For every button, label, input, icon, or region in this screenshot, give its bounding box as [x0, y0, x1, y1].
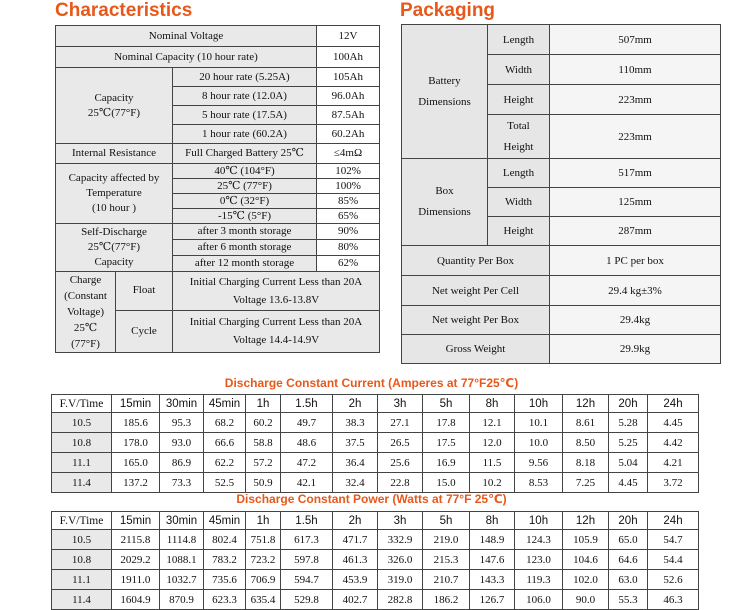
charge-float-detail [173, 272, 380, 311]
value-cell: 8.53 [515, 473, 563, 493]
charge-label-line5: (77°F) [71, 338, 100, 350]
value-cell: 597.8 [281, 550, 333, 570]
quantity-per-box-label: Quantity Per Box [402, 246, 550, 276]
value-cell: 870.9 [160, 590, 204, 610]
value-cell: 471.7 [333, 530, 378, 550]
capacity-rate: 8 hour rate (12.0A) [173, 87, 317, 106]
value-cell: 27.1 [378, 413, 423, 433]
battery-width-value: 110mm [550, 55, 721, 85]
value-cell: 635.4 [246, 590, 281, 610]
value-cell: 617.3 [281, 530, 333, 550]
battery-width-label: Width [488, 55, 550, 85]
temperature-label-line1: Capacity affected by [68, 172, 160, 184]
self-discharge-label-line3: Capacity [94, 256, 134, 268]
net-weight-cell-row [402, 276, 721, 306]
internal-resistance-condition: Full Charged Battery 25℃ [173, 144, 317, 164]
value-cell: 332.9 [378, 530, 423, 550]
gross-weight-row [402, 335, 721, 364]
net-weight-box-row [402, 306, 721, 335]
value-cell: 148.9 [470, 530, 515, 550]
box-width-value: 125mm [550, 188, 721, 217]
table-row [52, 590, 699, 610]
capacity-rate: 1 hour rate (60.2A) [173, 125, 317, 144]
value-cell: 12.1 [470, 413, 515, 433]
nominal-voltage-row [56, 26, 380, 47]
value-cell: 63.0 [609, 570, 648, 590]
value-cell: 119.3 [515, 570, 563, 590]
table-row [52, 433, 699, 453]
header-cell: 2h [333, 512, 378, 530]
charge-cycle-mode: Cycle [116, 310, 173, 352]
value-cell: 735.6 [204, 570, 246, 590]
value-cell: 55.3 [609, 590, 648, 610]
value-cell: 783.2 [204, 550, 246, 570]
charge-label [56, 272, 116, 353]
temperature-condition: -15℃ (5°F) [173, 209, 317, 224]
net-weight-box-value: 29.4kg [550, 306, 721, 335]
value-cell: 46.3 [648, 590, 699, 610]
table-row [52, 530, 699, 550]
value-cell: 751.8 [246, 530, 281, 550]
net-weight-cell-value: 29.4 kg±3% [550, 276, 721, 306]
battery-length-value: 507mm [550, 25, 721, 55]
discharge-power-table [51, 511, 699, 610]
capacity-label [56, 68, 173, 144]
value-cell: 104.6 [563, 550, 609, 570]
battery-dimensions-line2: Dimensions [418, 95, 471, 108]
nominal-capacity-row [56, 47, 380, 68]
nominal-capacity-label: Nominal Capacity (10 hour rate) [56, 47, 317, 68]
final-voltage-cell: 10.8 [52, 433, 112, 453]
characteristics-title: Characteristics [55, 0, 193, 21]
box-length-row [402, 159, 721, 188]
temperature-row [56, 164, 380, 179]
value-cell: 58.8 [246, 433, 281, 453]
capacity-rate: 5 hour rate (17.5A) [173, 106, 317, 125]
value-cell: 60.2 [246, 413, 281, 433]
header-cell: 24h [648, 395, 699, 413]
header-cell: 3h [378, 395, 423, 413]
value-cell: 402.7 [333, 590, 378, 610]
charge-cycle-line1: Initial Charging Current Less than 20A [189, 316, 363, 329]
value-cell: 10.0 [515, 433, 563, 453]
header-cell: 24h [648, 512, 699, 530]
value-cell: 10.1 [515, 413, 563, 433]
temperature-value: 100% [317, 179, 380, 194]
value-cell: 11.5 [470, 453, 515, 473]
value-cell: 17.8 [423, 413, 470, 433]
header-cell: 12h [563, 395, 609, 413]
value-cell: 25.6 [378, 453, 423, 473]
net-weight-box-label: Net weight Per Box [402, 306, 550, 335]
box-dimensions-line2: Dimensions [418, 206, 471, 218]
value-cell: 623.3 [204, 590, 246, 610]
temperature-label-line3: (10 hour ) [92, 202, 136, 214]
temperature-value: 85% [317, 194, 380, 209]
capacity-value: 60.2Ah [317, 125, 380, 144]
table-row [52, 550, 699, 570]
temperature-condition: 40℃ (104°F) [173, 164, 317, 179]
value-cell: 5.04 [609, 453, 648, 473]
nominal-voltage-label: Nominal Voltage [56, 26, 317, 47]
final-voltage-cell: 10.5 [52, 413, 112, 433]
battery-total-height-line2: Height [503, 140, 534, 153]
box-dimensions-label [402, 159, 488, 246]
value-cell: 326.0 [378, 550, 423, 570]
self-discharge-period: after 6 month storage [173, 240, 317, 256]
battery-height-value: 223mm [550, 85, 721, 115]
value-cell: 453.9 [333, 570, 378, 590]
value-cell: 186.2 [423, 590, 470, 610]
value-cell: 185.6 [112, 413, 160, 433]
temperature-condition: 0℃ (32°F) [173, 194, 317, 209]
value-cell: 215.3 [423, 550, 470, 570]
charge-float-mode: Float [116, 272, 173, 311]
box-height-label: Height [488, 217, 550, 246]
value-cell: 36.4 [333, 453, 378, 473]
value-cell: 3.72 [648, 473, 699, 493]
gross-weight-value: 29.9kg [550, 335, 721, 364]
final-voltage-cell: 10.5 [52, 530, 112, 550]
battery-total-height-value: 223mm [550, 115, 721, 159]
value-cell: 1604.9 [112, 590, 160, 610]
header-cell: F.V/Time [52, 512, 112, 530]
value-cell: 4.45 [609, 473, 648, 493]
header-cell: 20h [609, 395, 648, 413]
value-cell: 95.3 [160, 413, 204, 433]
value-cell: 282.8 [378, 590, 423, 610]
value-cell: 22.8 [378, 473, 423, 493]
self-discharge-period: after 12 month storage [173, 256, 317, 272]
final-voltage-cell: 10.8 [52, 550, 112, 570]
temperature-label-line2: Temperature [86, 187, 142, 199]
capacity-value: 96.0Ah [317, 87, 380, 106]
value-cell: 42.1 [281, 473, 333, 493]
value-cell: 54.4 [648, 550, 699, 570]
capacity-rate: 20 hour rate (5.25A) [173, 68, 317, 87]
nominal-capacity-value: 100Ah [317, 47, 380, 68]
value-cell: 47.2 [281, 453, 333, 473]
self-discharge-value: 90% [317, 224, 380, 240]
header-cell: 5h [423, 395, 470, 413]
value-cell: 105.9 [563, 530, 609, 550]
value-cell: 7.25 [563, 473, 609, 493]
value-cell: 219.0 [423, 530, 470, 550]
value-cell: 37.5 [333, 433, 378, 453]
final-voltage-cell: 11.4 [52, 590, 112, 610]
characteristics-table [55, 25, 380, 353]
value-cell: 93.0 [160, 433, 204, 453]
value-cell: 5.25 [609, 433, 648, 453]
value-cell: 48.6 [281, 433, 333, 453]
value-cell: 4.21 [648, 453, 699, 473]
capacity-value: 105Ah [317, 68, 380, 87]
value-cell: 52.5 [204, 473, 246, 493]
value-cell: 26.5 [378, 433, 423, 453]
box-length-value: 517mm [550, 159, 721, 188]
value-cell: 54.7 [648, 530, 699, 550]
value-cell: 143.3 [470, 570, 515, 590]
header-cell: 15min [112, 512, 160, 530]
self-discharge-value: 62% [317, 256, 380, 272]
value-cell: 147.6 [470, 550, 515, 570]
battery-height-label: Height [488, 85, 550, 115]
box-length-label: Length [488, 159, 550, 188]
value-cell: 52.6 [648, 570, 699, 590]
discharge-current-header [52, 395, 699, 413]
value-cell: 137.2 [112, 473, 160, 493]
self-discharge-label-line2: 25℃(77°F) [87, 241, 141, 253]
table-row [52, 570, 699, 590]
value-cell: 1911.0 [112, 570, 160, 590]
value-cell: 178.0 [112, 433, 160, 453]
self-discharge-value: 80% [317, 240, 380, 256]
value-cell: 86.9 [160, 453, 204, 473]
final-voltage-cell: 11.4 [52, 473, 112, 493]
value-cell: 50.9 [246, 473, 281, 493]
quantity-per-box-value: 1 PC per box [550, 246, 721, 276]
value-cell: 73.3 [160, 473, 204, 493]
value-cell: 4.45 [648, 413, 699, 433]
value-cell: 723.2 [246, 550, 281, 570]
header-cell: 3h [378, 512, 423, 530]
net-weight-cell-label: Net weight Per Cell [402, 276, 550, 306]
value-cell: 68.2 [204, 413, 246, 433]
value-cell: 8.18 [563, 453, 609, 473]
value-cell: 8.50 [563, 433, 609, 453]
charge-label-line2: (Constant [64, 290, 107, 302]
value-cell: 1032.7 [160, 570, 204, 590]
value-cell: 66.6 [204, 433, 246, 453]
battery-total-height-label [488, 115, 550, 159]
value-cell: 15.0 [423, 473, 470, 493]
charge-float-row [56, 272, 380, 311]
self-discharge-period: after 3 month storage [173, 224, 317, 240]
discharge-power-header [52, 512, 699, 530]
table-row [52, 453, 699, 473]
charge-cycle-line2: Voltage 14.4-14.9V [232, 334, 320, 347]
header-cell: 20h [609, 512, 648, 530]
value-cell: 210.7 [423, 570, 470, 590]
header-cell: 10h [515, 512, 563, 530]
value-cell: 12.0 [470, 433, 515, 453]
value-cell: 123.0 [515, 550, 563, 570]
value-cell: 49.7 [281, 413, 333, 433]
nominal-voltage-value: 12V [317, 26, 380, 47]
internal-resistance-row [56, 144, 380, 164]
value-cell: 126.7 [470, 590, 515, 610]
header-cell: 5h [423, 512, 470, 530]
header-cell: 12h [563, 512, 609, 530]
capacity-label-line2: 25℃(77°F) [87, 106, 141, 119]
header-cell: F.V/Time [52, 395, 112, 413]
battery-dimensions-line1: Battery [428, 74, 461, 87]
charge-label-line4: 25℃ [73, 322, 98, 334]
value-cell: 124.3 [515, 530, 563, 550]
header-cell: 8h [470, 395, 515, 413]
value-cell: 319.0 [378, 570, 423, 590]
capacity-value: 87.5Ah [317, 106, 380, 125]
charge-float-line2: Voltage 13.6-13.8V [232, 293, 320, 306]
temperature-value: 65% [317, 209, 380, 224]
value-cell: 1088.1 [160, 550, 204, 570]
final-voltage-cell: 11.1 [52, 453, 112, 473]
capacity-row [56, 68, 380, 87]
header-cell: 30min [160, 512, 204, 530]
charge-label-line3: Voltage) [66, 306, 105, 318]
internal-resistance-label: Internal Resistance [56, 144, 173, 164]
packaging-title: Packaging [400, 0, 496, 21]
value-cell: 1114.8 [160, 530, 204, 550]
gross-weight-label: Gross Weight [402, 335, 550, 364]
packaging-table [401, 24, 721, 364]
value-cell: 4.42 [648, 433, 699, 453]
value-cell: 102.0 [563, 570, 609, 590]
table-row [52, 473, 699, 493]
value-cell: 64.6 [609, 550, 648, 570]
battery-total-height-line1: Total [507, 119, 530, 132]
value-cell: 802.4 [204, 530, 246, 550]
value-cell: 62.2 [204, 453, 246, 473]
value-cell: 706.9 [246, 570, 281, 590]
box-height-value: 287mm [550, 217, 721, 246]
battery-length-label: Length [488, 25, 550, 55]
value-cell: 461.3 [333, 550, 378, 570]
value-cell: 8.61 [563, 413, 609, 433]
self-discharge-row [56, 224, 380, 240]
table-row [52, 413, 699, 433]
header-cell: 10h [515, 395, 563, 413]
header-cell: 8h [470, 512, 515, 530]
value-cell: 65.0 [609, 530, 648, 550]
temperature-label [56, 164, 173, 224]
capacity-label-line1: Capacity [94, 91, 134, 104]
value-cell: 10.2 [470, 473, 515, 493]
quantity-per-box-row [402, 246, 721, 276]
internal-resistance-value: ≤4mΩ [317, 144, 380, 164]
box-width-label: Width [488, 188, 550, 217]
value-cell: 594.7 [281, 570, 333, 590]
value-cell: 32.4 [333, 473, 378, 493]
value-cell: 38.3 [333, 413, 378, 433]
header-cell: 2h [333, 395, 378, 413]
header-cell: 30min [160, 395, 204, 413]
discharge-power-title: Discharge Constant Power (Watts at 77°F 25℃) [236, 492, 507, 506]
battery-dimensions-label [402, 25, 488, 159]
battery-length-row [402, 25, 721, 55]
header-cell: 45min [204, 512, 246, 530]
value-cell: 529.8 [281, 590, 333, 610]
self-discharge-label-line1: Self-Discharge [81, 226, 147, 238]
discharge-current-title: Discharge Constant Current (Amperes at 77°F25℃) [224, 376, 519, 390]
charge-cycle-detail [173, 310, 380, 352]
temperature-condition: 25℃ (77°F) [173, 179, 317, 194]
temperature-value: 102% [317, 164, 380, 179]
value-cell: 17.5 [423, 433, 470, 453]
value-cell: 106.0 [515, 590, 563, 610]
header-cell: 45min [204, 395, 246, 413]
value-cell: 90.0 [563, 590, 609, 610]
self-discharge-label [56, 224, 173, 272]
header-cell: 15min [112, 395, 160, 413]
value-cell: 2029.2 [112, 550, 160, 570]
final-voltage-cell: 11.1 [52, 570, 112, 590]
discharge-current-table [51, 394, 699, 493]
value-cell: 165.0 [112, 453, 160, 473]
header-cell: 1h [246, 395, 281, 413]
header-cell: 1.5h [281, 395, 333, 413]
value-cell: 16.9 [423, 453, 470, 473]
header-cell: 1.5h [281, 512, 333, 530]
value-cell: 9.56 [515, 453, 563, 473]
charge-label-line1: Charge [69, 274, 102, 286]
box-dimensions-line1: Box [435, 185, 454, 197]
value-cell: 57.2 [246, 453, 281, 473]
charge-float-line1: Initial Charging Current Less than 20A [189, 275, 363, 288]
header-cell: 1h [246, 512, 281, 530]
value-cell: 5.28 [609, 413, 648, 433]
value-cell: 2115.8 [112, 530, 160, 550]
